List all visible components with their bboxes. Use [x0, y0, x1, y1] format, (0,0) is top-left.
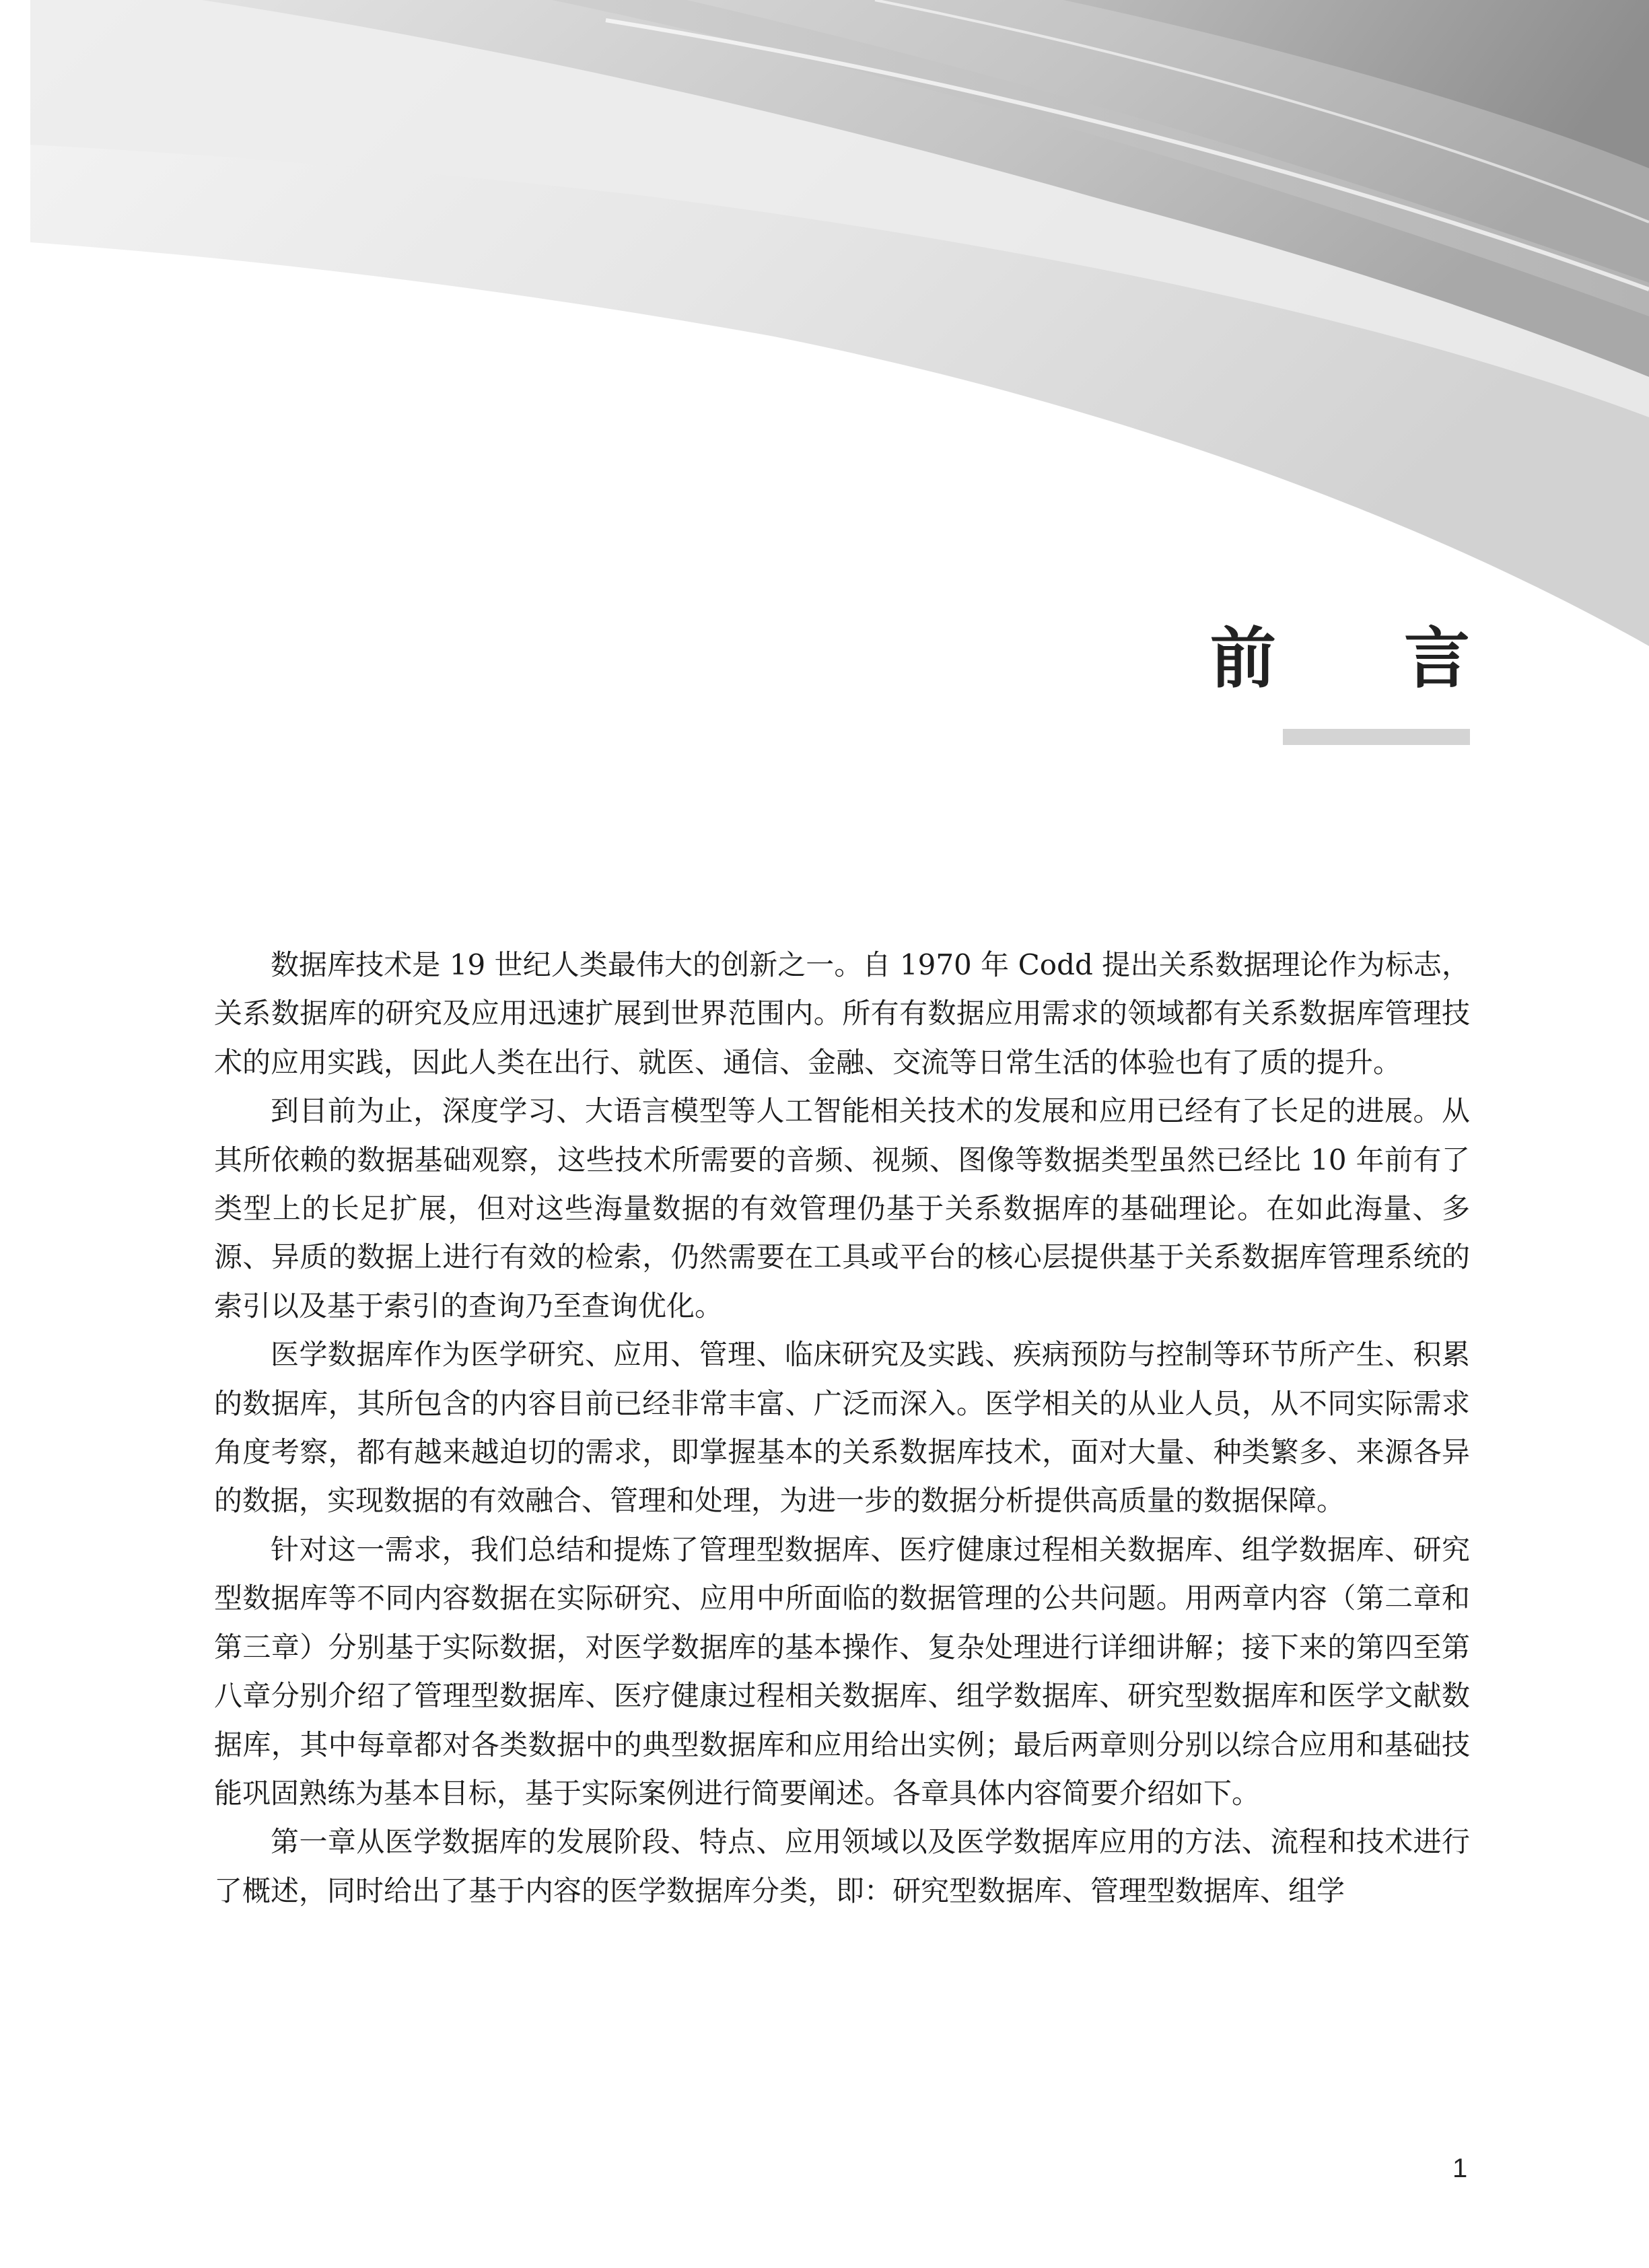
paragraph: 第一章从医学数据库的发展阶段、特点、应用领域以及医学数据库应用的方法、流程和技术进行了概述，同时给出了基于内容的医学数据库分类，即：研究型数据库、管理型数据库、组学	[214, 1825, 1470, 1907]
page-number: 1	[1452, 2154, 1468, 2183]
paragraph: 到目前为止，深度学习、大语言模型等人工智能相关技术的发展和应用已经有了长足的进展。从其所依赖的数据基础观察，这些技术所需要的音频、视频、图像等数据类型虽然已经比 10 年前有了类型上的长足扩展，但对这些海量数据的有效管理仍基于关系数据库的基础理论。在如此海量、多源、异质的数据上进行有效的检索，仍然需要在工具或平台的核心层提供基于关系数据库管理系统的索引以及基于索引的查询乃至查询优化。	[214, 1094, 1470, 1322]
body-text	[214, 941, 1470, 1915]
paragraph: 医学数据库作为医学研究、应用、管理、临床研究及实践、疾病预防与控制等环节所产生、积累的数据库，其所包含的内容目前已经非常丰富、广泛而深入。医学相关的从业人员，从不同实际需求角度考察，都有越来越迫切的需求，即掌握基本的关系数据库技术，面对大量、种类繁多、来源各异的数据，实现数据的有效融合、管理和处理，为进一步的数据分析提供高质量的数据保障。	[214, 1338, 1470, 1518]
page-title: 前 言	[1209, 621, 1522, 697]
paragraph: 数据库技术是 19 世纪人类最伟大的创新之一。自 1970 年 Codd 提出关系数据理论作为标志，关系数据库的研究及应用迅速扩展到世界范围内。所有有数据应用需求的领域都有关系数据库管理技术的应用实践，因此人类在出行、就医、通信、金融、交流等日常生活的体验也有了质的提升。	[214, 948, 1470, 1079]
title-underline-bar	[1283, 729, 1470, 745]
decorative-banner	[0, 0, 1649, 646]
paragraph: 针对这一需求，我们总结和提炼了管理型数据库、医疗健康过程相关数据库、组学数据库、研究型数据库等不同内容数据在实际研究、应用中所面临的数据管理的公共问题。用两章内容（第二章和第三章）分别基于实际数据，对医学数据库的基本操作、复杂处理进行详细讲解；接下来的第四至第八章分别介绍了管理型数据库、医疗健康过程相关数据库、组学数据库、研究型数据库和医学文献数据库，其中每章都对各类数据中的典型数据库和应用给出实例；最后两章则分别以综合应用和基础技能巩固熟练为基本目标，基于实际案例进行简要阐述。各章具体内容简要介绍如下。	[214, 1532, 1470, 1810]
